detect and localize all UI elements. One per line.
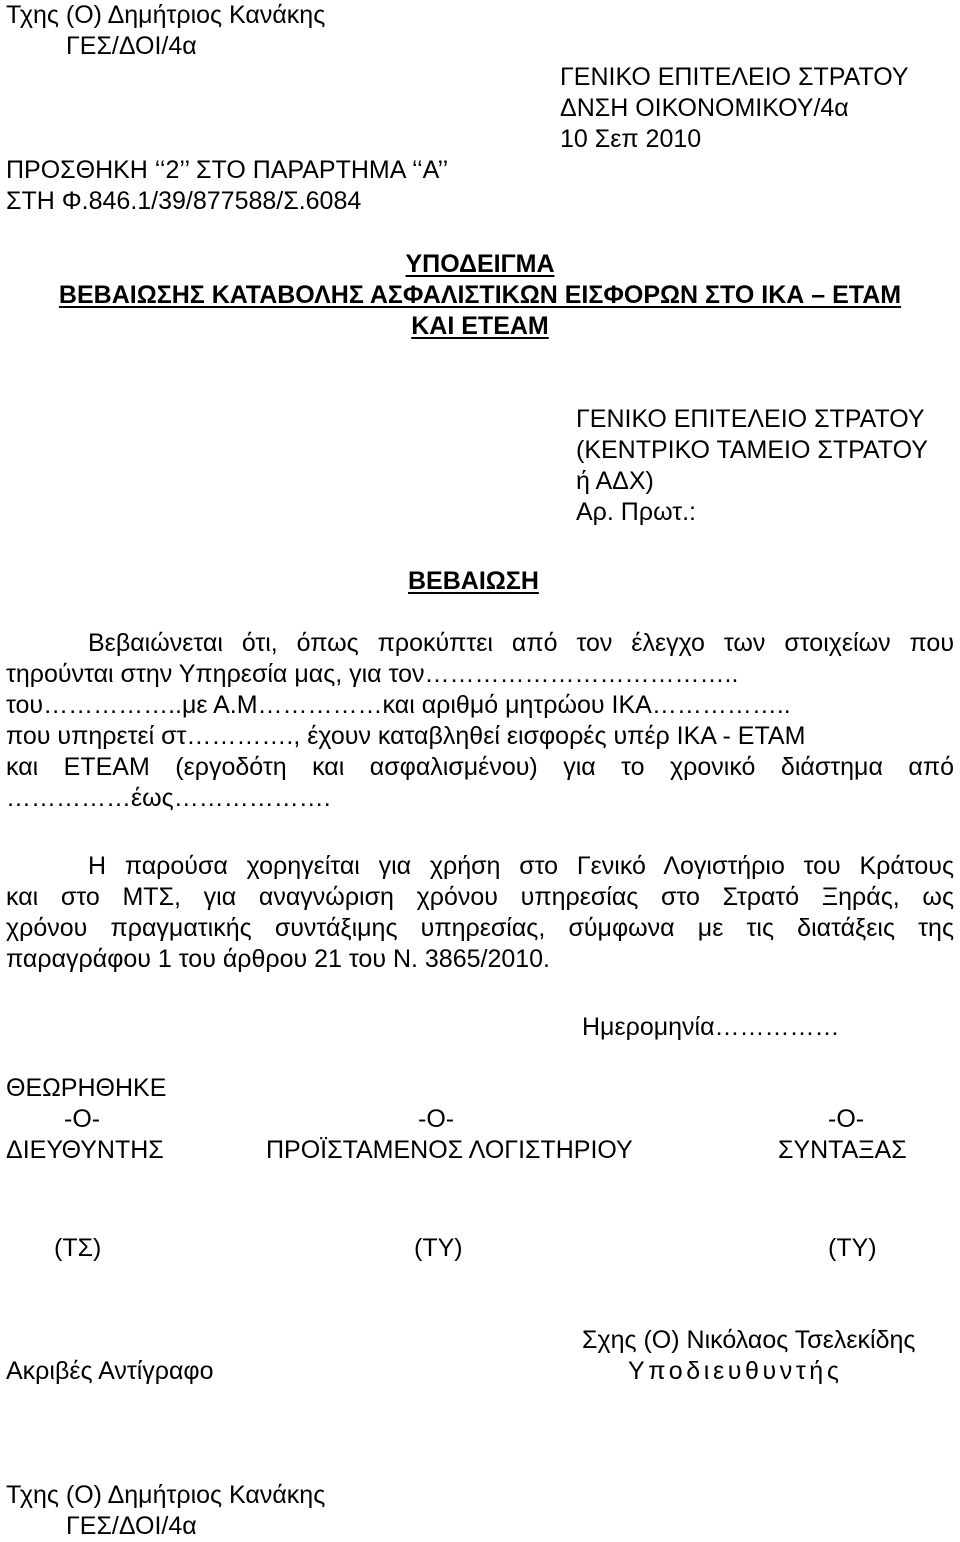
- paragraph-line: τηρούνται στην Υπηρεσία μας, για τον………………………………..: [6, 660, 739, 688]
- title-sample: ΥΠΟΔΕΙΓΜΑ: [405, 250, 555, 278]
- accounting-head-placeholder: -Ο-: [418, 1105, 455, 1133]
- paragraph-line: και ΕΤΕΑΜ (εργοδότη και ασφαλισμένου) για το χρονικό διάστημα από: [6, 753, 954, 781]
- issuer-alt: ή ΑΔΧ): [576, 467, 654, 495]
- paragraph-line: Βεβαιώνεται ότι, όπως προκύπτει από τον έλεγχο των στοιχείων που: [88, 629, 954, 657]
- issuer-org: ΓΕΝΙΚΟ ΕΠΙΤΕΛΕΙΟ ΣΤΡΑΤΟΥ: [576, 405, 925, 433]
- seal-left: (ΤΣ): [54, 1234, 102, 1262]
- annex-line: ΠΡΟΣΘΗΚΗ ‘‘2’’ ΣΤΟ ΠΑΡΑΡΤΗΜΑ ‘‘Α’’: [6, 156, 449, 184]
- top-signer-name: Τχης (Ο) Δημήτριος Κανάκης: [6, 1, 326, 29]
- paragraph-line: και στο ΜΤΣ, για αναγνώριση χρόνου υπηρεσίας στο Στρατό Ξηράς, ως: [6, 883, 954, 911]
- protocol-number: Αρ. Πρωτ.:: [576, 498, 696, 526]
- paragraph-line: παραγράφου 1 του άρθρου 21 του Ν. 3865/2010.: [6, 945, 551, 973]
- certificate-paragraph: [6, 628, 954, 814]
- deputy-title: Υποδιευθυντής: [628, 1357, 843, 1385]
- title-subject: ΒΕΒΑΙΩΣΗΣ ΚΑΤΑΒΟΛΗΣ ΑΣΦΑΛΙΣΤΙΚΩΝ ΕΙΣΦΟΡΩΝ ΣΤΟ ΙΚΑ – ΕΤΑΜ: [58, 281, 902, 309]
- bottom-signer-name: Τχης (Ο) Δημήτριος Κανάκης: [6, 1481, 326, 1509]
- issuer-treasury: (ΚΕΝΤΡΙΚΟ ΤΑΜΕΙΟ ΣΤΡΑΤΟΥ: [576, 436, 928, 464]
- director-title: ΔΙΕΥΘΥΝΤΗΣ: [6, 1136, 164, 1164]
- header-directorate: ΔΝΣΗ ΟΙΚΟΝΟΜΙΚΟΥ/4α: [560, 94, 849, 122]
- paragraph-line: που υπηρετεί στ…………., έχουν καταβληθεί εισφορές υπέρ ΙΚΑ - ΕΤΑΜ: [6, 722, 806, 750]
- author-placeholder: -Ο-: [828, 1105, 865, 1133]
- top-signer-unit: ΓΕΣ/ΔΟΙ/4α: [66, 32, 197, 60]
- bottom-signer-unit: ΓΕΣ/ΔΟΙ/4α: [66, 1512, 197, 1540]
- deputy-name: Σχης (Ο) Νικόλαος Τσελεκίδης: [582, 1326, 916, 1354]
- header-organization: ΓΕΝΙΚΟ ΕΠΙΤΕΛΕΙΟ ΣΤΡΑΤΟΥ: [560, 63, 909, 91]
- purpose-paragraph: [6, 851, 954, 975]
- director-placeholder: -Ο-: [64, 1105, 101, 1133]
- seal-right: (ΤΥ): [828, 1234, 877, 1262]
- seen-label: ΘΕΩΡΗΘΗΚΕ: [6, 1074, 167, 1102]
- seal-middle: (ΤΥ): [414, 1234, 463, 1262]
- paragraph-line: ……………έως……………….: [6, 784, 331, 812]
- title-subject-cont: ΚΑΙ ΕΤΕΑΜ: [411, 312, 549, 340]
- accounting-head-title: ΠΡΟΪΣΤΑΜΕΝΟΣ ΛΟΓΙΣΤΗΡΙΟΥ: [266, 1136, 633, 1164]
- true-copy-label: Ακριβές Αντίγραφο: [6, 1357, 214, 1385]
- date-field: Ημερομηνία……………: [582, 1013, 840, 1041]
- reference-line: ΣΤΗ Φ.846.1/39/877588/Σ.6084: [6, 187, 362, 215]
- paragraph-line: χρόνου πραγματικής συντάξιμης υπηρεσίας, σύμφωνα με τις διατάξεις της: [6, 914, 954, 942]
- paragraph-line: του……………..με Α.Μ……………και αριθμό μητρώου ΙΚΑ……………..: [6, 691, 791, 719]
- paragraph-line: Η παρούσα χορηγείται για χρήση στο Γενικό Λογιστήριο του Κράτους: [88, 852, 954, 880]
- certificate-heading: ΒΕΒΑΙΩΣΗ: [408, 567, 539, 595]
- author-title: ΣΥΝΤΑΞΑΣ: [778, 1136, 907, 1164]
- header-date: 10 Σεπ 2010: [560, 125, 702, 153]
